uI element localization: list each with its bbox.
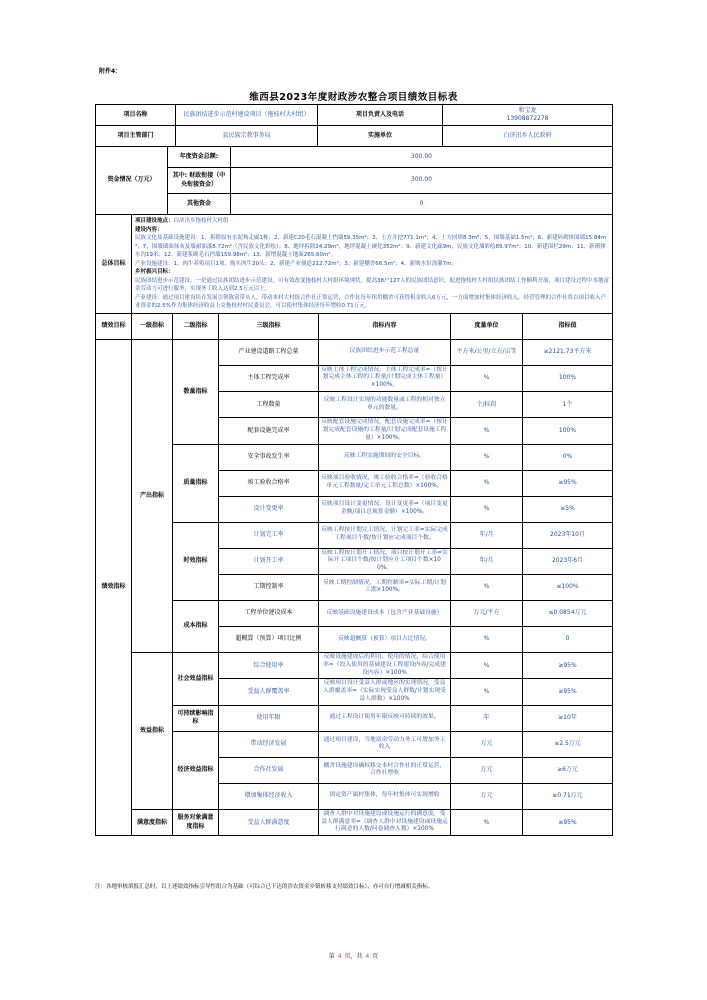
header-level2: 二级指标	[173, 313, 219, 339]
footer-total-pages: 4	[365, 953, 370, 960]
indicator-content: 反映主体工程完成情况，主体工程完成率=（按计划完成主体工程的工程量/计划完成主体工程量）×100%。	[319, 365, 451, 391]
indicator-unit: 万元	[451, 783, 523, 809]
indicator-name: 竣工验收合格率	[219, 470, 319, 496]
indicator-value: ≥2121.73平方米	[523, 339, 613, 365]
indicator-content: 反映工期控制情况，工期控制率=实际工期/计划工期×100%。	[319, 574, 451, 600]
goal-paragraph-6: 产业建设：通过项目建设培育发展引领致富带头人，带动本村大村组合作社正常运营，合作社每年租用棚舍可获得租金收入6万元，一方面增加村集体经济收入，经营管理的合作社将以项目收入产业资金的2.5%作为集体经济收益上交拖枝村村民委员会，可以使村集体经济每年增收0.71万元。	[135, 294, 607, 310]
indicator-value: ≥0.71万元	[523, 783, 613, 809]
indicator-content: 棚舍设施建设确权移交本村合作社的正常运营，合作社增收	[319, 757, 451, 783]
overall-goal-row	[96, 215, 613, 314]
performance-indicator-merged-cell: 绩效指标	[96, 339, 132, 836]
indicator-name: 设计变更率	[219, 496, 319, 522]
goal-paragraph-0: 项目建设地点：白济汛乡拖枝村大村组	[135, 218, 229, 224]
indicator-name: 产业建设道路工程总量	[219, 339, 319, 365]
footer-label-mid: 页，共	[344, 953, 363, 960]
indicator-value: ≥95%	[523, 809, 613, 835]
indicator-row	[96, 339, 613, 365]
indicator-value: ≥6万元	[523, 757, 613, 783]
level2-indicator-0-3: 成本指标	[173, 600, 219, 652]
indicator-name: 计划开工率	[219, 548, 319, 574]
indicator-name: 主体工程完成率	[219, 365, 319, 391]
header-value: 指标值	[523, 313, 613, 339]
goal-paragraph-3: 产业设施建设：1、肉牛养殖项目1项，购买肉牛20头；2、新建产业便道212.72m²；3、新建棚舍66.5m²；4、新购水泵浇灌7m。	[135, 260, 457, 267]
indicator-unit: %	[451, 496, 523, 522]
indicator-content: 反映基础设施建设成本（包含产业基础设施）	[319, 600, 451, 626]
indicator-value: ≥95%	[523, 470, 613, 496]
indicator-content: 反映工程实施期间的安全目标。	[319, 444, 451, 470]
page-footer	[0, 951, 707, 960]
indicator-content: 调查人群中对设施建设或设施运行的满意度，受益人群满意率=（调查人群中对设施建设或设施运行满意的人数/问卷调查人数）×100%	[319, 809, 451, 835]
indicator-unit: %	[451, 444, 523, 470]
indicator-unit: 年	[451, 705, 523, 731]
indicator-unit: 万元	[451, 757, 523, 783]
indicator-value: ≥95%	[523, 652, 613, 678]
indicator-content: 反映工程设计实现的功能数量或工程的相对独立单元的数量。	[319, 392, 451, 418]
indicator-unit: %	[451, 679, 523, 705]
goal-paragraph-5: 民族团结进步示范建设。一是通过民族团结进步示范建设，可有效改变拖枝村大村组环境现状，提高38户127人的民族团结意识，促进拖枝村大村组民族团结工作顺利开展，项目建设过程中本地富余劳动力可进行服务，实现务工收入达到2.5万元以上。	[135, 277, 610, 293]
level1-indicator-2: 满意度指标	[132, 809, 173, 835]
overall-goal-label: 总体目标	[96, 215, 132, 314]
indicator-unit: 年/月	[451, 522, 523, 548]
header-level1: 一级指标	[132, 313, 173, 339]
goal-paragraph-2: 民族文化及基础设施建设：1、拆除原有水泥构走廊1栋；2、新建C20毛石混凝土挡墙59.35m³；3、土方开挖771.1m³；4、土方回填8.3m³；5、围墙基础1.5m³；6、新建砖砌体围墙15.84m³；7、围墙墙面抹灰及墙裙油漆8.72m²（含民族文化彩绘）；8、地坪拆除24.29m²，地坪混凝土硬化352m²；9、新建文化廊9m，民族文化墙彩绘89.97m²；10、新建围栏29m；11、新砌排水沟19米；12、新建浆砌毛石挡墙159.98m²；13、新增混凝土地面265.60m²。	[135, 235, 607, 259]
indicator-value: 100%	[523, 365, 613, 391]
indicator-content: 民族团结进步示范工程总量	[319, 339, 451, 365]
footer-page-number: 4	[337, 953, 342, 960]
level2-indicator-0-0: 数量指标	[173, 339, 219, 444]
indicator-row	[96, 600, 613, 626]
indicator-value: 2023年6月	[523, 548, 613, 574]
indicator-tbody	[96, 313, 613, 836]
funding-central-value: 300.00	[231, 168, 613, 194]
goal-paragraph-1: 建设内容：	[135, 226, 163, 233]
indicator-content: 反映设施建成后的利用、使用的情况，综合使用率=（投入使用的基础建设工程建设内容/完成建设内容）×100%	[319, 652, 451, 678]
indicator-content: 反映超概算（预算）项目占比情况。	[319, 626, 451, 652]
indicator-content: 反映项目设计变更情况，设计变更率=（项目变更金额/项目总预算金额）×100%。	[319, 496, 451, 522]
indicator-name: 增加集体经济收入	[219, 783, 319, 809]
indicator-value: 0%	[523, 444, 613, 470]
indicator-content: 反映项目设计受益人群或地区的实现情况，受益人群覆盖率=（实际实现受益人群数/计划实现受益人群数）×100%	[319, 679, 451, 705]
indicator-name: 超概算（预算）项目比例	[219, 626, 319, 652]
indicator-row	[96, 731, 613, 757]
header-unit: 度量单位	[451, 313, 523, 339]
funding-row-central	[96, 168, 613, 194]
indicator-value: 1个	[523, 392, 613, 418]
indicator-name: 工程单位建设成本	[219, 600, 319, 626]
indicator-content: 反映工程按计划开工情况，项目按计划开工率=实际开工项目个数/按计划应开工项目个数×100%。	[319, 548, 451, 574]
indicator-name: 受益人群满意度	[219, 809, 319, 835]
funding-row-other	[96, 194, 613, 215]
indicator-value: ≥10年	[523, 705, 613, 731]
indicator-name: 工程数量	[219, 392, 319, 418]
footnote: 注：各地审核填报汇总时，以上述绩效指标引导性组合为基础（可综合已下达的涉农资金乡镇转移支付绩效目标），亦可自行增减相关指标。	[95, 884, 434, 890]
indicator-row	[96, 522, 613, 548]
indicator-table	[95, 313, 613, 837]
indicator-name: 配套设施完成率	[219, 418, 319, 444]
funding-other-value: 0	[231, 194, 613, 215]
footer-label-before: 第	[328, 953, 335, 960]
level2-indicator-0-1: 质量指标	[173, 444, 219, 522]
indicator-unit: %	[451, 626, 523, 652]
indicator-content: 通过项目建设，当地富余劳动力务工可增加务工收入	[319, 731, 451, 757]
indicator-unit: 平方米/公里/立方/亩等	[451, 339, 523, 365]
indicator-name: 带动经济发展	[219, 731, 319, 757]
indicator-value: 0	[523, 626, 613, 652]
indicator-unit: 万元/平方	[451, 600, 523, 626]
level1-indicator-0: 产出指标	[132, 339, 173, 652]
indicator-content: 反映配套设施完成情况，配套设施完成率=（按计划完成配套设施的工程量/计划完成配套设施工程量）×100%。	[319, 418, 451, 444]
header-content: 指标内容	[319, 313, 451, 339]
indicator-value: ≥2.5万元	[523, 731, 613, 757]
indicator-content: 固定资产属村集体，每年村集体可实现增收	[319, 783, 451, 809]
indicator-content: 通过工程设计使用年限反映可持续的效果。	[319, 705, 451, 731]
document-body	[95, 105, 612, 836]
dept-value: 县民族宗教事务局	[176, 126, 318, 147]
impl-unit-value: 白济汛乡人民政府	[443, 126, 613, 147]
indicator-value: ≤5%	[523, 496, 613, 522]
indicator-name: 计划完工率	[219, 522, 319, 548]
overall-goal-table	[95, 214, 613, 314]
indicator-row	[96, 652, 613, 678]
indicator-row	[96, 809, 613, 835]
dept-label: 项目主管部门	[96, 126, 176, 147]
level2-indicator-0-2: 时效指标	[173, 522, 219, 600]
indicator-name: 安全事故发生率	[219, 444, 319, 470]
funding-row-total	[96, 147, 613, 168]
indicator-row	[96, 705, 613, 731]
indicator-unit: 年/月	[451, 548, 523, 574]
impl-unit-label: 实施单位	[318, 126, 443, 147]
info-row-2	[96, 126, 613, 147]
level2-indicator-1-2: 经济效益指标	[173, 731, 219, 809]
leader-name: 和宝龙	[518, 106, 537, 114]
funding-table	[95, 146, 613, 215]
project-name-value: 民族团结进步示范村建设项目（拖枝村大村组）	[176, 105, 318, 126]
indicator-unit: 万元	[451, 731, 523, 757]
indicator-value: 100%	[523, 418, 613, 444]
page-title: 维西县2023年度财政涉农整合项目绩效目标表	[249, 92, 458, 103]
header-level3: 三级指标	[219, 313, 319, 339]
indicator-unit: %	[451, 652, 523, 678]
indicator-unit: 个/标段	[451, 392, 523, 418]
funding-central-label: 其中: 财政衔接（中央衔接资金）	[168, 168, 231, 194]
level1-indicator-1: 效益指标	[132, 652, 173, 809]
leader-phone: 13908872278	[506, 115, 549, 122]
overall-goal-content	[132, 215, 613, 314]
funding-other-label: 其他资金	[168, 194, 231, 215]
header-performance-goal: 绩效目标	[96, 313, 132, 339]
indicator-unit: %	[451, 809, 523, 835]
indicator-value: ≤100%	[523, 574, 613, 600]
indicator-unit: %	[451, 365, 523, 391]
indicator-value: ≤0.0854万元	[523, 600, 613, 626]
level2-indicator-1-0: 社会效益指标	[173, 652, 219, 705]
attachment-label: 附件4：	[99, 68, 122, 75]
leader-label: 项目负责人及电话	[318, 105, 443, 126]
funding-total-value: 300.00	[231, 147, 613, 168]
indicator-name: 合作社发展	[219, 757, 319, 783]
goal-paragraph-4: 乡村振兴目标：	[135, 269, 174, 276]
project-name-label: 项目名称	[96, 105, 176, 126]
info-row-1	[96, 105, 613, 126]
indicator-name: 工期控制率	[219, 574, 319, 600]
indicator-name: 受益人群覆盖率	[219, 679, 319, 705]
indicator-header-row	[96, 313, 613, 339]
level2-indicator-2-0: 服务对象满意度指标	[173, 809, 219, 835]
project-info-table	[95, 104, 613, 147]
indicator-name: 综合使用率	[219, 652, 319, 678]
leader-value	[443, 105, 613, 126]
indicator-content: 反映工程按计划完工情况，计划完工率=实际完成工程项目个数/按计划应完成项目个数。	[319, 522, 451, 548]
funding-total-label: 年度资金总额:	[168, 147, 231, 168]
indicator-name: 使用年限	[219, 705, 319, 731]
indicator-value: ≥95%	[523, 679, 613, 705]
footer-label-after: 页	[372, 953, 379, 960]
funding-section-label: 资金情况（万元）	[96, 147, 168, 215]
indicator-value: 2023年10月	[523, 522, 613, 548]
indicator-unit: %	[451, 470, 523, 496]
indicator-unit: %	[451, 418, 523, 444]
level2-indicator-1-1: 可持续影响指标	[173, 705, 219, 731]
indicator-content: 反映项目验收情况，竣工验收合格率=（验收合格单元工程数量/完工单元工程总数）×100%。	[319, 470, 451, 496]
indicator-row	[96, 444, 613, 470]
indicator-unit: %	[451, 574, 523, 600]
